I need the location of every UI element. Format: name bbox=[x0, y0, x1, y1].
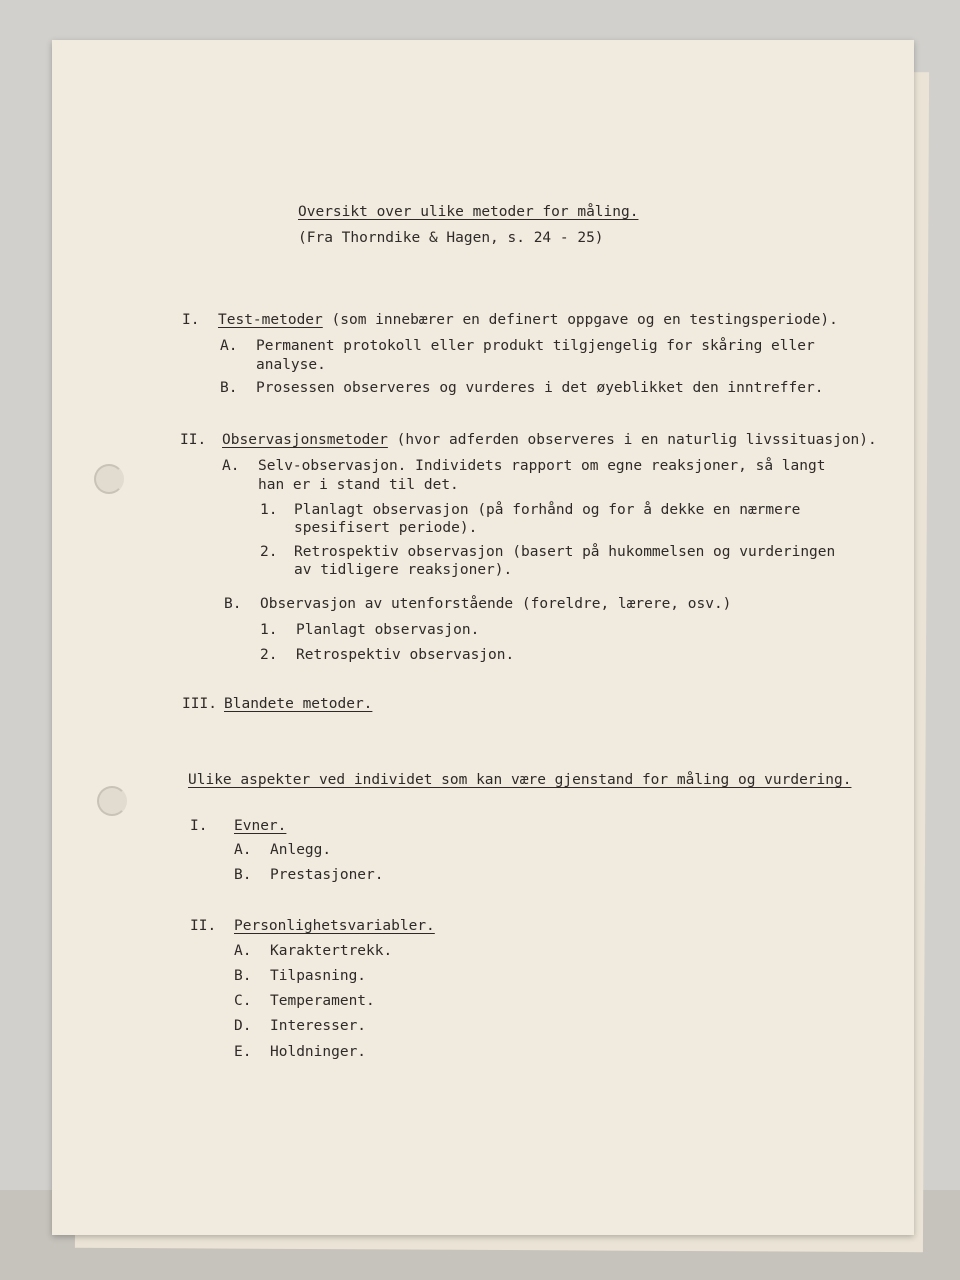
aspect-i-title: Evner. bbox=[234, 818, 287, 834]
aspect-ii-item-number: B. bbox=[234, 968, 252, 984]
method-i-a-line2: analyse. bbox=[256, 357, 326, 373]
method-ii-a2-number: 2. bbox=[260, 544, 278, 560]
aspect-ii-item: Holdninger. bbox=[270, 1044, 367, 1060]
aspect-i-item-number: B. bbox=[234, 867, 252, 883]
aspect-ii-item: Karaktertrekk. bbox=[270, 943, 393, 959]
aspect-ii-item: Interesser. bbox=[270, 1018, 367, 1034]
method-ii-a2-line1: Retrospektiv observasjon (basert på hukommelsen og vurderingen bbox=[294, 544, 836, 560]
method-ii-b-line1: Observasjon av utenforstående (foreldre, lærere, osv.) bbox=[260, 596, 732, 612]
method-ii-b-number: B. bbox=[224, 596, 242, 612]
method-iii-title: Blandete metoder. bbox=[224, 696, 373, 712]
punch-hole-bottom bbox=[97, 786, 127, 816]
method-ii-number: II. bbox=[180, 432, 207, 448]
method-i-b-line1: Prosessen observeres og vurderes i det øyeblikket den inntreffer. bbox=[256, 380, 824, 396]
method-i-a-number: A. bbox=[220, 338, 238, 354]
method-ii-a2-line2: av tidligere reaksjoner). bbox=[294, 562, 513, 578]
method-ii-heading bbox=[222, 432, 877, 448]
method-ii-b2-line1: Retrospektiv observasjon. bbox=[296, 647, 515, 663]
method-iii-number: III. bbox=[182, 696, 217, 712]
method-i-heading bbox=[218, 312, 838, 328]
aspect-ii-item-number: C. bbox=[234, 993, 252, 1009]
method-i-description: (som innebærer en definert oppgave og en testingsperiode). bbox=[331, 312, 838, 328]
method-i-a-line1: Permanent protokoll eller produkt tilgjengelig for skåring eller bbox=[256, 338, 815, 354]
document-source: (Fra Thorndike & Hagen, s. 24 - 25) bbox=[298, 230, 604, 246]
method-i-b-number: B. bbox=[220, 380, 238, 396]
method-ii-a-line2: han er i stand til det. bbox=[258, 477, 459, 493]
method-i-number: I. bbox=[182, 312, 200, 328]
aspect-i-item: Prestasjoner. bbox=[270, 867, 384, 883]
method-ii-a1-number: 1. bbox=[260, 502, 278, 518]
aspect-ii-item: Temperament. bbox=[270, 993, 375, 1009]
aspect-i-number: I. bbox=[190, 818, 208, 834]
document-title: Oversikt over ulike metoder for måling. bbox=[298, 204, 639, 220]
method-ii-a-number: A. bbox=[222, 458, 240, 474]
method-i-title: Test-metoder bbox=[218, 312, 323, 328]
aspect-ii-number: II. bbox=[190, 918, 217, 934]
method-ii-a1-line1: Planlagt observasjon (på forhånd og for å dekke en nærmere bbox=[294, 502, 801, 518]
aspect-ii-item: Tilpasning. bbox=[270, 968, 367, 984]
aspect-ii-item-number: D. bbox=[234, 1018, 252, 1034]
aspect-ii-title: Personlighetsvariabler. bbox=[234, 918, 435, 934]
aspect-ii-item-number: A. bbox=[234, 943, 252, 959]
aspects-title: Ulike aspekter ved individet som kan være gjenstand for måling og vurdering. bbox=[188, 772, 852, 788]
method-ii-b2-number: 2. bbox=[260, 647, 278, 663]
aspect-i-item: Anlegg. bbox=[270, 842, 332, 858]
method-ii-b1-number: 1. bbox=[260, 622, 278, 638]
paper-sheet bbox=[52, 40, 914, 1235]
method-ii-description: (hvor adferden observeres i en naturlig livssituasjon). bbox=[396, 432, 877, 448]
method-ii-title: Observasjonsmetoder bbox=[222, 432, 388, 448]
aspect-ii-item-number: E. bbox=[234, 1044, 252, 1060]
punch-hole-top bbox=[94, 464, 124, 494]
method-ii-a-line1: Selv-observasjon. Individets rapport om egne reaksjoner, så langt bbox=[258, 458, 826, 474]
method-ii-b1-line1: Planlagt observasjon. bbox=[296, 622, 480, 638]
method-ii-a1-line2: spesifisert periode). bbox=[294, 520, 478, 536]
aspect-i-item-number: A. bbox=[234, 842, 252, 858]
